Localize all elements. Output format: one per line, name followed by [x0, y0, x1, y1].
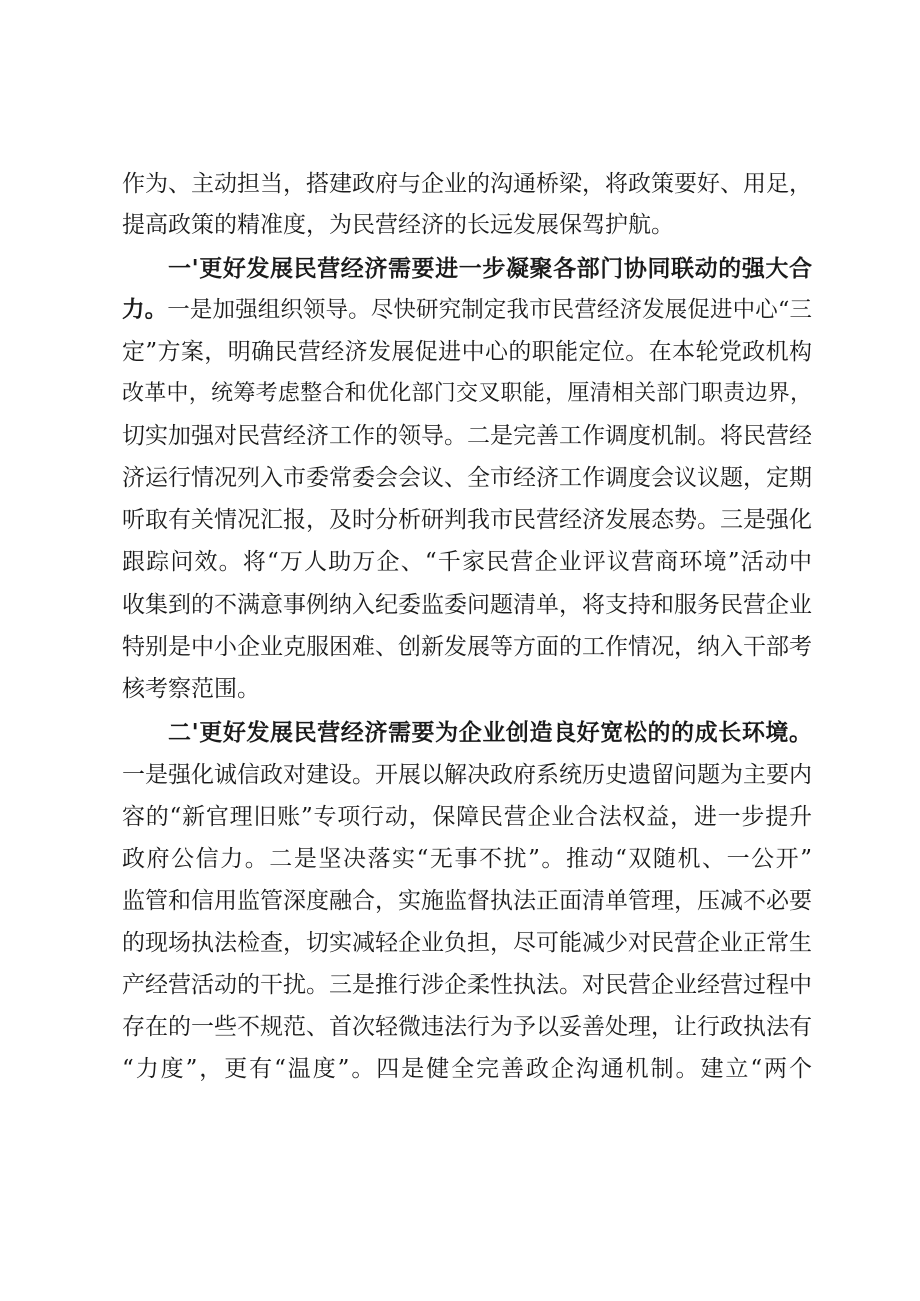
section-2-line: 的现场执法检查，切实减轻企业负担，尽可能减少对民营企业正常生 [122, 930, 812, 956]
section-2-line: “力度”，更有“温度”。四是健全完善政企沟通机制。建立“两个 [122, 1056, 812, 1082]
section-2-line: 政府公信力。二是坚决落实“无事不扰”。推动“双随机、一公开” [122, 846, 812, 872]
section-1-line: 跟踪问效。将“万人助万企、“千家民营企业评议营商环境”活动中 [122, 549, 812, 575]
section-2-line: 一是强化诚信政对建设。开展以解决政府系统历史遗留问题为主要内 [122, 762, 812, 788]
section-1-line: 改革中，统筹考虑整合和优化部门交叉职能，厘清相关部门职责边界， [122, 381, 812, 406]
section-2-line: 存在的一些不规范、首次轻微违法行为予以妥善处理，让行政执法有 [122, 1014, 812, 1040]
section-1-line-2 [122, 290, 812, 330]
section-1-line: 定”方案，明确民营经济发展促进中心的职能定位。在本轮党政机构 [122, 339, 812, 365]
section-1-line: 听取有关情况汇报，及时分析研判我市民营经济发展态势。三是强化 [122, 507, 812, 533]
intro-line-1: 作为、主动担当，搭建政府与企业的沟通桥梁，将政策要好、用足， [122, 171, 812, 197]
section-2-line: 监管和信用监管深度融合，实施监督执法正面清单管理，压减不必要 [122, 888, 812, 914]
section-1-heading: 一'更好发展民营经济需要进一步凝聚各部门协同联动的强大合 [168, 256, 812, 282]
section-1-line: 切实加强对民营经济工作的领导。二是完善工作调度机制。将民营经 [122, 423, 812, 449]
section-1-line: 特别是中小企业克服困难、创新发展等方面的工作情况，纳入干部考 [122, 634, 812, 660]
section-2-line: 产经营活动的干扰。三是推行涉企柔性执法。对民营企业经营过程中 [122, 972, 812, 998]
section-2-line: 容的“新官理旧账”专项行动，保障民营企业合法权益，进一步提升 [122, 804, 812, 830]
section-1-line: 核考察范围。 [122, 676, 260, 702]
section-2-heading: 二'更好发展民营经济需要为企业创造良好宽松的的成长环境。 [168, 720, 812, 746]
section-1-heading-end: 力。 [122, 297, 168, 323]
section-1-line: 济运行情况列入市委常委会会议、全市经济工作调度会议议题，定期 [122, 465, 812, 491]
section-1-line-2-text: 一是加强组织领导。尽快研究制定我市民营经济发展促进中心“三 [167, 297, 812, 323]
section-1-line: 收集到的不满意事例纳入纪委监委问题清单，将支持和服务民营企业 [122, 592, 812, 618]
intro-line-2: 提高政策的精准度，为民营经济的长远发展保驾护航。 [122, 212, 674, 238]
